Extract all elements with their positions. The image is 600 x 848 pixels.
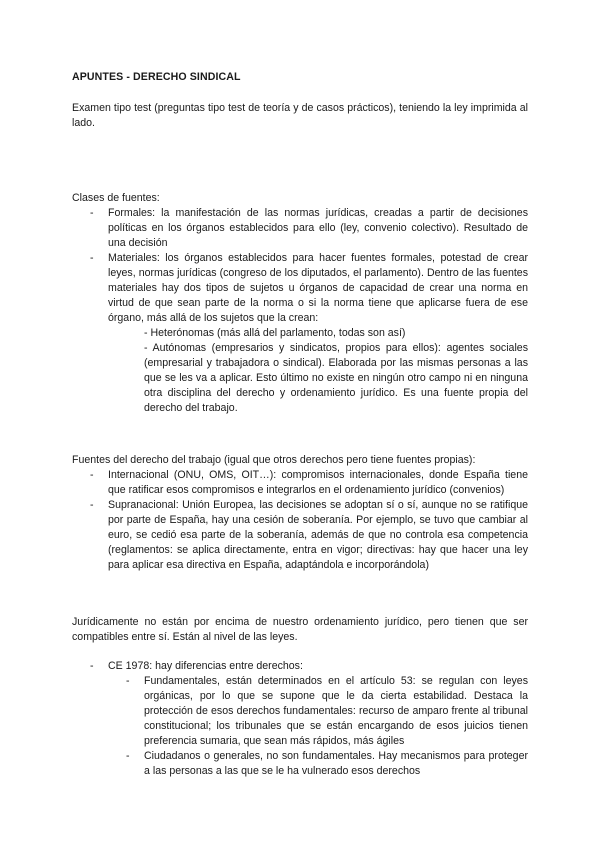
intro-paragraph: Examen tipo test (preguntas tipo test de teoría y de casos prácticos), teniendo la ley imprimida al lado. <box>72 102 528 129</box>
formales-text: Formales: la manifestación de las normas jurídicas, creadas a partir de decisiones políticas en los órganos establecidos para ello (ley, convenio colectivo). Resultado de una decisión <box>108 207 528 249</box>
heteronomas-item: - Heterónomas (más allá del parlamento, todas son así) <box>144 327 406 339</box>
list-item-internacional <box>72 468 528 498</box>
ce-section <box>72 659 528 779</box>
clases-heading: Clases de fuentes: <box>72 192 160 204</box>
list-item-ciudadanos <box>72 749 528 779</box>
document-title: APUNTES - DERECHO SINDICAL <box>72 71 241 83</box>
juridicamente-paragraph: Jurídicamente no están por encima de nuestro ordenamiento jurídico, pero tienen que ser compatibles entre sí. Están al nivel de las leyes. <box>72 616 528 643</box>
autonomas-item: - Autónomas (empresarios y sindicatos, propios para ellos): agentes sociales (empresarial y trabajadora o sindical). Elaborada por las mismas personas a las que se les va a aplicar. Esto último no existe en ningún otro campo ni en ninguna otra disciplina del derecho y ordenamiento jurídico. Es una fuente propia del derecho del trabajo. <box>144 342 528 414</box>
clases-section <box>72 191 528 416</box>
list-item-fundamentales <box>72 674 528 749</box>
list-item-materiales <box>72 251 528 326</box>
fuentes-section <box>72 453 528 573</box>
internacional-text: Internacional (ONU, OMS, OIT…): compromisos internacionales, donde España tiene que ratificar esos compromisos e integrarlos en el ordenamiento jurídico (convenios) <box>108 469 528 496</box>
ce-heading: CE 1978: hay diferencias entre derechos: <box>108 660 303 672</box>
materiales-text: Materiales: los órganos establecidos para hacer fuentes formales, potestad de crear leyes, normas jurídicas (congreso de los diputados, el parlamento). Dentro de las fuentes materiales hay dos tipos de sujetos u órganos de capacidad de crear una norma en virtud de que sean parte de la norma o si la norma tiene que aplicarse fuera de ese órgano, más allá de los sujetos que la crean: <box>108 252 528 324</box>
dash-bullet: - <box>90 499 94 511</box>
dash-bullet: - <box>90 660 94 672</box>
dash-bullet: - <box>90 469 94 481</box>
dash-bullet: - <box>126 675 130 687</box>
list-item-ce <box>72 659 528 674</box>
dash-bullet: - <box>90 252 94 264</box>
list-item-supranacional <box>72 498 528 573</box>
ciudadanos-text: Ciudadanos o generales, no son fundamentales. Hay mecanismos para proteger a las personas a las que se le ha vulnerado esos derechos <box>144 750 528 777</box>
supranacional-text: Supranacional: Unión Europea, las decisiones se adoptan sí o sí, aunque no se ratifique por parte de España, hay una cesión de soberanía. Por ejemplo, se tuvo que cambiar al euro, se cedió esa parte de la soberanía, además de que no controla esa competencia (reglamentos: se aplica directamente, entra en vigor; directivas: hay que hacer una ley para aplicar esa directiva en España, adaptándola e incorporándola) <box>108 499 528 571</box>
dash-bullet: - <box>90 207 94 219</box>
fundamentales-text: Fundamentales, están determinados en el artículo 53: se regulan con leyes orgánicas, por lo que se supone que le da cierta estabilidad. Destaca la protección de esos derechos fundamentales: recurso de amparo frente al tribunal constitucional; los tribunales que se están encargando de esos juicios tienen preferencia sumaria, que sean más rápidos, más ágiles <box>144 675 528 747</box>
fuentes-heading: Fuentes del derecho del trabajo (igual que otros derechos pero tiene fuentes propias): <box>72 454 476 466</box>
list-item-formales <box>72 206 528 251</box>
dash-bullet: - <box>126 750 130 762</box>
